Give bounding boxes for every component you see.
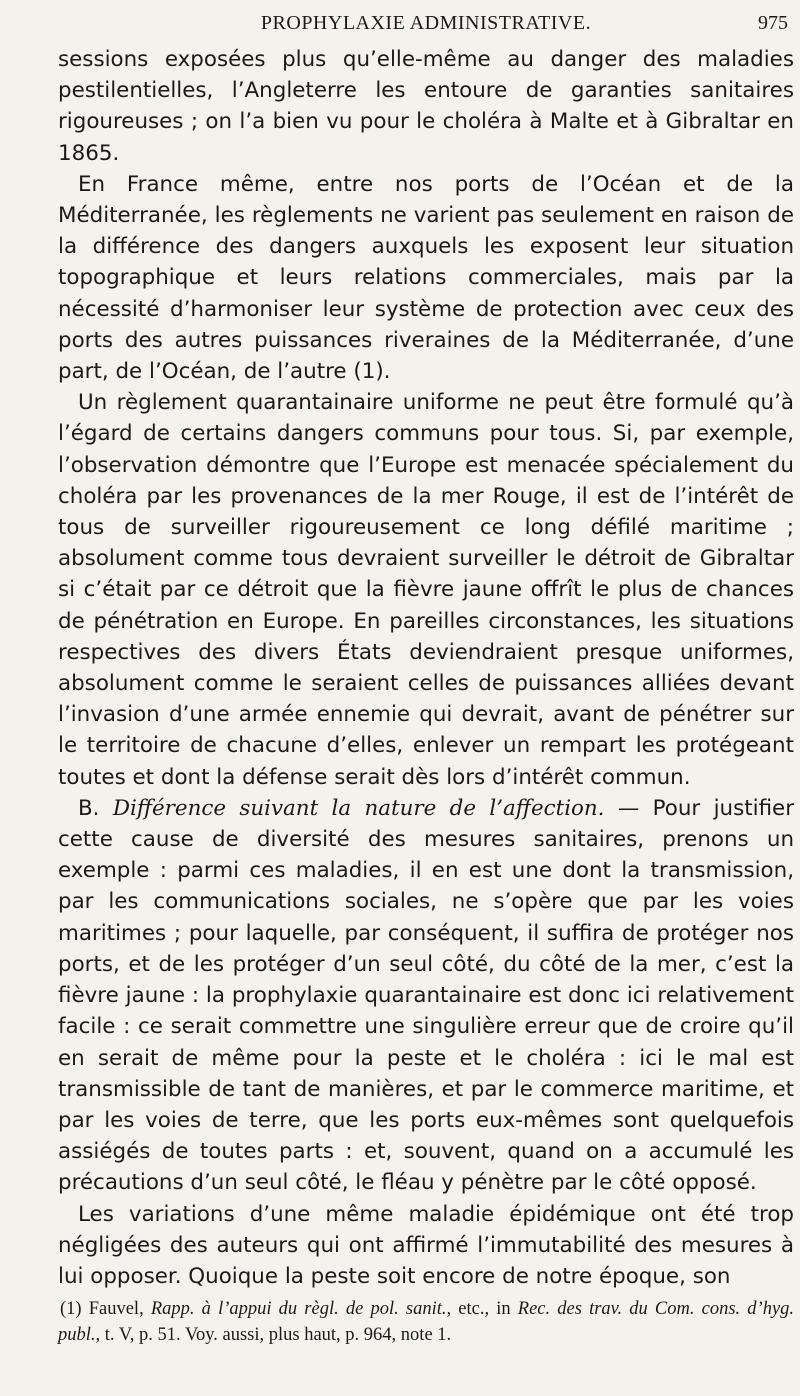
footnote-citation-tail: t. V, p. 51. Voy. aussi, plus haut, p. 964, note 1.	[104, 1325, 452, 1345]
footnote-citation-mid: etc., in	[458, 1299, 511, 1319]
footnotes	[58, 1296, 794, 1348]
body-text	[58, 44, 794, 1292]
paragraph-4-text: — Pour justifier cette cause de diversité des mesures sanitaires, prenons un exemple : parmi ces maladies, il en est une dont la transmission, par les communications sociales, ne s’opère que par les voies maritimes ; pour laquelle, par conséquent, il suffira de protéger nos ports, et de les protéger d’un seul côté, du côté de la mer, c’est la fièvre jaune : la prophylaxie quarantainaire est donc ici relativement facile : ce serait commettre une singulière erreur que de croire qu’il en serait de même pour la peste et le choléra : ici le mal est transmissible de tant de manières, et par le commerce maritime, et par les voies de terre, que les ports eux-mêmes sont quelquefois assiégés de toutes parts : et, souvent, quand on a accumulé les précautions d’un seul côté, le fléau y pénètre par le côté opposé.	[58, 795, 794, 1196]
paragraph-4	[58, 793, 794, 1199]
running-head	[58, 8, 794, 38]
page-number: 975	[758, 12, 788, 34]
section-label: B.	[78, 795, 100, 821]
paragraph-1: sessions exposées plus qu’elle-même au danger des maladies pestilentielles, l’Angleterre les entoure de garanties sanitaires rigoureuses ; on l’a bien vu pour le choléra à Malte et à Gibraltar en 1865.	[58, 47, 794, 166]
footnote-1	[58, 1296, 794, 1348]
paragraph-3: Un règlement quarantainaire uniforme ne peut être formulé qu’à l’égard de certains dangers communs pour tous. Si, par exemple, l’observation démontre que l’Europe est menacée spécialement du choléra par les provenances de la mer Rouge, il est de l’intérêt de tous de surveiller rigoureusement ce long défilé maritime ; absolument comme tous devraient surveiller le détroit de Gibraltar si c’était par ce détroit que la fièvre jaune offrît le plus de chances de pénétration en Europe. En pareilles circonstances, les situations respectives des divers États deviendraient presque uniformes, absolument comme le seraient celles de puissances alliées devant l’invasion d’une armée ennemie qui devrait, avant de pénétrer sur le territoire de chacune d’elles, enlever un rempart les protégeant toutes et dont la défense serait dès lors d’intérêt commun.	[58, 390, 794, 790]
footnote-citation-source: Rec. des trav. du Com. cons. d’hyg. publ.,	[58, 1299, 795, 1345]
footnote-marker: (1) Fauvel,	[60, 1299, 144, 1319]
footnote-citation-title: Rapp. à l’appui du règl. de pol. sanit.,	[150, 1299, 452, 1319]
paragraph-2: En France même, entre nos ports de l’Océan et de la Méditerranée, les règlements ne varient pas seulement en raison de la différence des dangers auxquels les exposent leur situation topographique et leurs relations commerciales, mais par la nécessité d’harmoniser leur système de protection avec ceux des ports des autres puissances riveraines de la Méditerranée, d’une part, de l’Océan, de l’autre (1).	[58, 171, 794, 385]
running-title: PROPHYLAXIE ADMINISTRATIVE.	[260, 12, 592, 34]
paragraph-5: Les variations d’une même maladie épidémique ont été trop négligées des auteurs qui ont affirmé l’immutabilité des mesures à lui opposer. Quoique la peste soit encore de notre époque, son	[58, 1201, 794, 1289]
section-title: Différence suivant la nature de l’affection.	[112, 795, 605, 821]
